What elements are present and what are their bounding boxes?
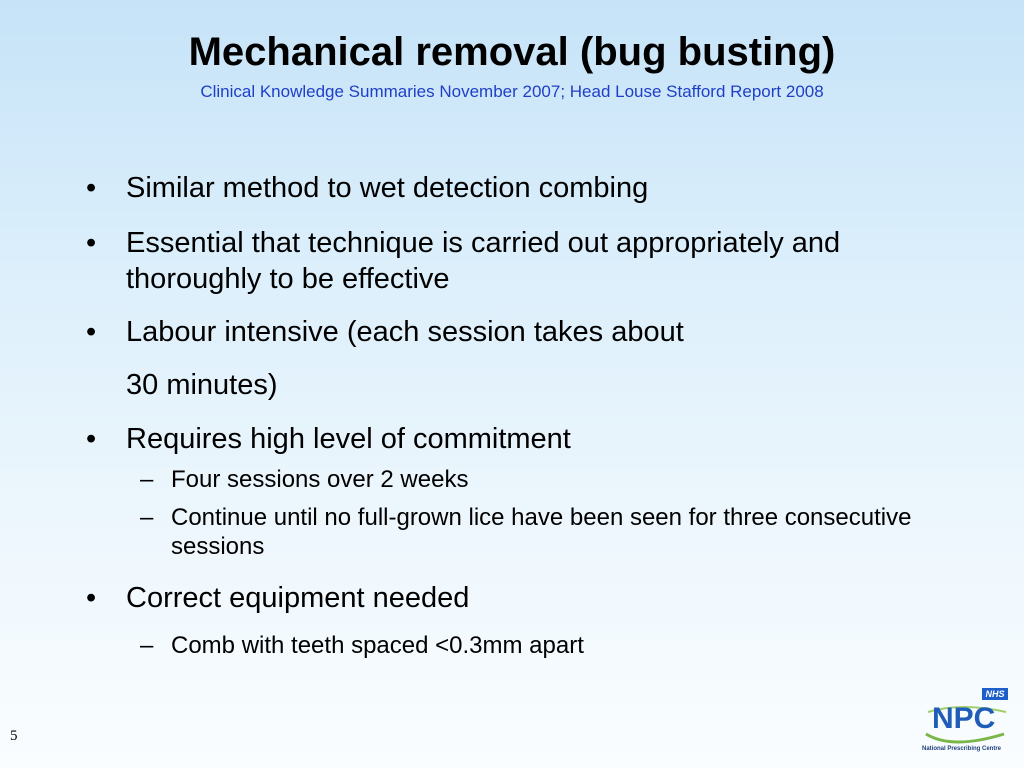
bullet-mark: • [86,423,97,455]
bullet-text: 30 minutes) [126,369,278,401]
slide-subtitle: Clinical Knowledge Summaries November 2007; Head Louse Stafford Report 2008 [200,82,824,101]
dash-mark: – [140,504,154,531]
bullet-item [86,314,926,350]
sub-bullet-item [140,465,920,494]
logo-caption: National Prescribing Centre [922,746,1002,752]
bullet-mark: • [86,227,97,259]
nhs-badge: NHS [982,688,1008,700]
npc-logo [918,688,1010,758]
dash-mark: – [140,466,154,493]
bullet-item [86,170,926,206]
slide-number: 5 [10,728,18,744]
bullet-text: Requires high level of commitment [126,423,571,455]
bullet-text: Correct equipment needed [126,582,470,614]
bullet-mark: • [86,172,97,204]
slide-title: Mechanical removal (bug busting) [188,30,836,74]
bullet-text: Essential that technique is carried out appropriately and thoroughly to be effective [126,227,841,295]
bullet-continuation [86,367,926,403]
bullet-text: Similar method to wet detection combing [126,172,649,204]
sub-bullet-text: Comb with teeth spaced <0.3mm apart [171,632,584,659]
bullet-text: Labour intensive (each session takes about [126,316,684,348]
bullet-mark: • [86,316,97,348]
dash-mark: – [140,632,154,659]
sub-bullet-text: Four sessions over 2 weeks [171,466,469,493]
sub-bullet-item [140,631,920,660]
sub-bullet-text: Continue until no full-grown lice have been seen for three consecutive sessions [171,504,912,560]
bullet-item [86,421,926,457]
npc-wordmark: NPC [932,702,996,735]
bullet-item [86,225,926,297]
sub-bullet-item [140,503,920,561]
bullet-item [86,580,926,616]
bullet-mark: • [86,582,97,614]
